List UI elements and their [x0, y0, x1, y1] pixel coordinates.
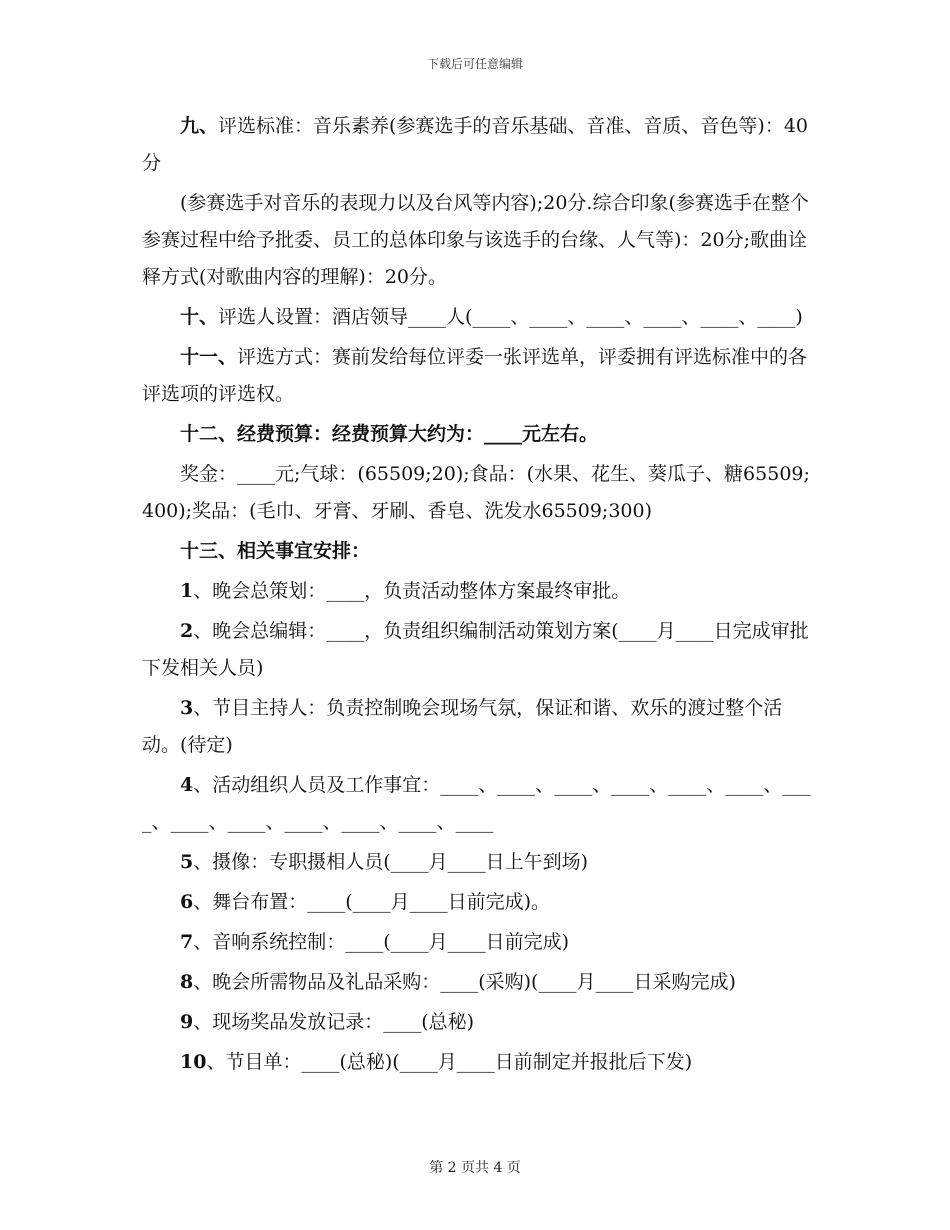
paragraph	[142, 690, 812, 764]
paragraph	[142, 299, 812, 336]
paragraph-number: 1	[180, 580, 194, 602]
paragraph	[142, 1044, 812, 1081]
paragraph	[142, 613, 812, 687]
paragraph-text: 、节目单：____(总秘)(____月____日前制定并报批后下发)	[206, 1051, 693, 1073]
paragraph-number: 3	[180, 697, 194, 719]
paragraph-text: 、摄像：专职摄相人员(____月____日上午到场)	[193, 851, 589, 873]
page-header: 下载后可任意编辑	[426, 57, 523, 71]
paragraph	[142, 924, 812, 961]
paragraph-heading: 十一、	[180, 346, 238, 368]
paragraph	[142, 108, 812, 182]
paragraph-number: 7	[180, 931, 194, 953]
paragraph	[142, 1004, 812, 1041]
paragraph-number: 2	[180, 620, 194, 642]
paragraph-text: 、晚会所需物品及礼品采购：____(采购)(____月____日采购完成)	[193, 971, 736, 993]
paragraph-text: 、音响系统控制：____(____月____日前完成)	[193, 931, 570, 953]
paragraph-heading: 十三、相关事宜安排：	[180, 540, 371, 562]
paragraph-text: (参赛选手对音乐的表现力以及台风等内容);20分.综合印象(参赛选手在整个参赛过程中给予批委、员工的总体印象与该选手的台缘、人气等)：20分;歌曲诠释方式(对歌曲内容的理解)：20分。	[142, 192, 809, 288]
paragraph-number: 9	[180, 1011, 194, 1033]
paragraph-text: 、舞台布置：____(____月____日前完成)。	[193, 891, 551, 913]
paragraph-text: 、晚会总编辑：____，负责组织编制活动策划方案(____月____日完成审批下发相关人员)	[142, 620, 809, 679]
paragraph-text: 、活动组织人员及工作事宜：____、____、____、____、____、____、____、____、____、____、____、____、____	[142, 774, 811, 833]
paragraph-text: 、现场奖品发放记录：____(总秘)	[193, 1011, 475, 1033]
page-footer: 第 2 页共 4 页	[429, 1160, 521, 1176]
paragraph	[142, 573, 812, 610]
paragraph-text: 、晚会总策划：____，负责活动整体方案最终审批。	[193, 580, 631, 602]
paragraph-text: 、节目主持人：负责控制晚会现场气氛，保证和谐、欢乐的渡过整个活动。(待定)	[142, 697, 783, 756]
paragraph	[142, 416, 812, 453]
paragraph-heading: 十、	[180, 306, 219, 328]
paragraph	[142, 456, 812, 530]
paragraph-number: 5	[180, 851, 194, 873]
paragraph	[142, 533, 812, 570]
paragraph	[142, 964, 812, 1001]
paragraph	[142, 339, 812, 413]
paragraph-text: 奖金：____元;气球：(65509;20);食品：(水果、花生、葵瓜子、糖65509;400);奖品：(毛巾、牙膏、牙刷、香皂、洗发水65509;300)	[142, 463, 810, 522]
paragraph-text: 评选方式：赛前发给每位评委一张评选单，评委拥有评选标准中的各评选项的评选权。	[142, 346, 808, 405]
paragraph-number: 6	[180, 891, 194, 913]
paragraph-text: 评选标准：音乐素养(参赛选手的音乐基础、音准、音质、音色等)：40分	[142, 115, 809, 174]
paragraph	[142, 884, 812, 921]
paragraph	[142, 767, 812, 841]
paragraph	[142, 185, 812, 296]
document-body	[142, 108, 812, 1081]
paragraph-heading: 九、	[180, 115, 219, 137]
paragraph	[142, 844, 812, 881]
paragraph-heading: 十二、经费预算：经费预算大约为：____元左右。	[180, 423, 599, 445]
paragraph-number: 8	[180, 971, 194, 993]
paragraph-number: 10	[180, 1051, 207, 1073]
paragraph-number: 4	[180, 774, 194, 796]
paragraph-text: 评选人设置：酒店领导____人(____、____、____、____、____、____)	[218, 306, 803, 328]
